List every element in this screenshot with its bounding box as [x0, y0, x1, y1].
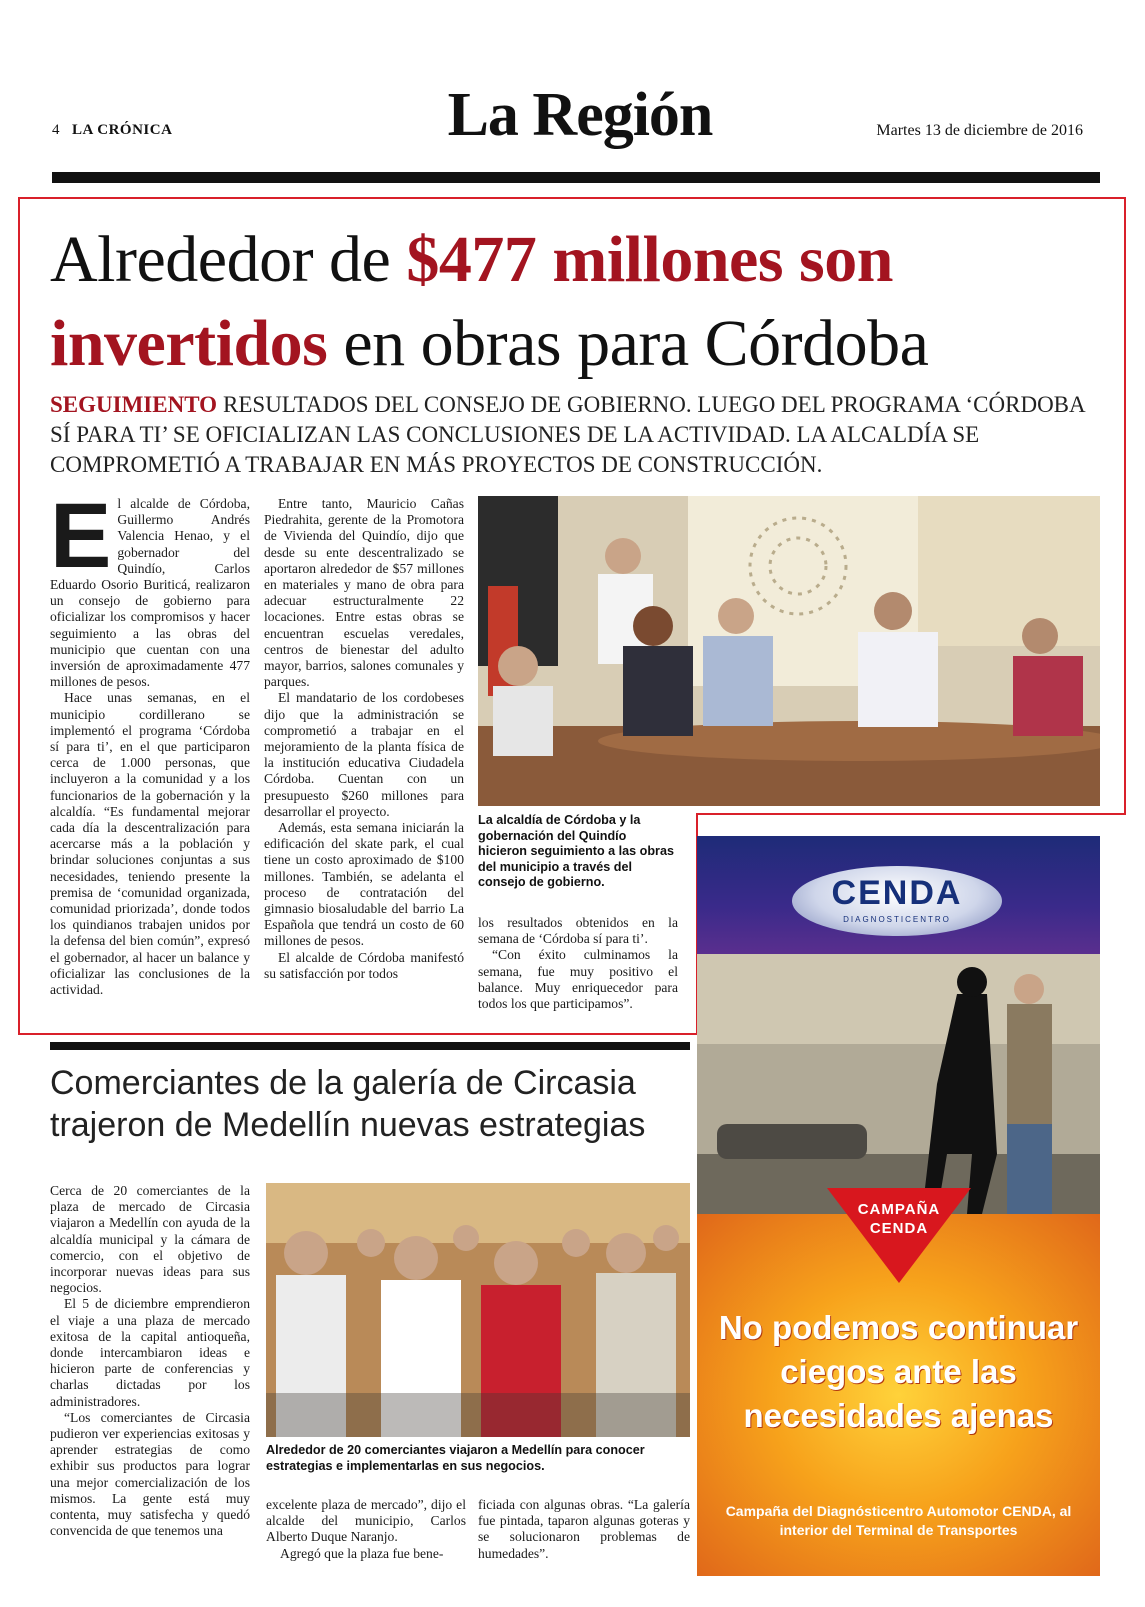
second-column-2: [266, 1497, 466, 1562]
lead-photo: [478, 496, 1100, 806]
second-paragraph: El 5 de diciembre emprendieron el viaje a una plaza de mercado exitosa de la capital antioqueña, donde intercambiaron ideas e hicieron parte de conferencias y charlas dictadas por los administradores.: [50, 1296, 250, 1409]
headline-highlight: $477 millones son: [406, 223, 893, 296]
lead-paragraph: Entre tanto, Mauricio Cañas Piedrahita, gerente de la Promotora de Vivienda del Quindío, dijo que desde su ente descentralizado se aportaron alrededor de $57 millones en materiales y mano de obra para adecuar estructuralmente 22 locaciones. Entre estas obras se encuentran escuelas veredales, centros de bienestar del adulto mayor, barrios, salones comunales y parques.: [264, 496, 464, 690]
ad-footer: Campaña del Diagnósticentro Automotor CENDA, al interior del Terminal de Transportes: [725, 1503, 1072, 1538]
kicker-text: RESULTADOS DEL CONSEJO DE GOBIERNO. LUEGO DEL PROGRAMA ‘CÓRDOBA SÍ PARA TI’ SE OFICIALIZAN LAS CONCLUSIONES DE LA ACTIVIDAD. LA ALCALDÍA SE COMPROMETIÓ A TRABAJAR EN MÁS PROYECTOS DE CONSTRUCCIÓN.: [50, 392, 1085, 477]
ad-photo: [697, 954, 1100, 1214]
drop-cap: E: [50, 485, 112, 587]
kicker-label: SEGUIMIENTO: [50, 392, 218, 417]
logo-subtext: DIAGNOSTICENTRO: [843, 915, 951, 924]
lead-paragraph-text: l alcalde de Córdoba, Guillermo Andrés Valencia Henao, y el gobernador del Quindío, Carlos Eduardo Osorio Buriticá, realizaron un consejo de gobierno para oficializar los compromisos y hacer seguimiento a las obras del municipio que cuentan con una inversión de aproximadamente 477 millones de pesos.: [50, 496, 250, 690]
lead-paragraph: los resultados obtenidos en la semana de ‘Córdoba sí para ti’.: [478, 915, 678, 947]
second-paragraph: Cerca de 20 comerciantes de la plaza de mercado de Circasia viajaron a Medellín con ayuda de la alcaldía municipal y la cámara de comercio, con el objetivo de incorporar nuevas ideas para sus negocios.: [50, 1183, 250, 1296]
second-paragraph: excelente plaza de mercado”, dijo el alcalde del municipio, Carlos Alberto Duque Naranjo.: [266, 1497, 466, 1545]
second-paragraph: ficiada con algunas obras. “La galería fue pintada, taparon algunas goteras y se solucionaron problemas de humedades”.: [478, 1497, 690, 1561]
highlight-frame-bottom: [18, 1033, 698, 1035]
headline-highlight: invertidos: [50, 307, 328, 380]
lead-headline: [50, 218, 1110, 386]
page-number: 4: [52, 122, 60, 138]
group-photo: [266, 1183, 690, 1437]
page-header-left: [52, 122, 172, 139]
second-headline: Comerciantes de la galería de Circasia trajeron de Medellín nuevas estrategias: [50, 1064, 646, 1144]
lead-kicker: [50, 390, 1110, 480]
section-divider: [50, 1042, 690, 1050]
lead-paragraph: Hace unas semanas, en el municipio cordillerano se implementó el programa ‘Córdoba sí para ti’, en el que participaron cerca de 1.000 personas, que incluyeron a la comunidad y a los funcionarios de la gobernación y la alcaldía. “Es fundamental mejorar cada día la descentralización para acercarse más a la población y brindar soluciones conjuntas a sus necesidades, teniendo presente la premisa de ‘comunidad organizada, comunidad priorizada’, donde todos los quindianos trabajen unidos por la defensa del bien común”, expresó el gobernador, al hacer un balance y oficializar las conclusiones de la actividad.: [50, 690, 250, 998]
lead-column-2: [264, 496, 464, 982]
second-column-3: [478, 1497, 690, 1562]
cenda-logo: [792, 866, 1002, 936]
second-photo-caption: Alrededor de 20 comerciantes viajaron a Medellín para conocer estrategias e implementarlas en sus negocios.: [266, 1443, 645, 1473]
lead-paragraph: El mandatario de los cordobeses dijo que la administración se comprometió a trabajar en el mejoramiento de la planta física de la institución educativa Ciudadela Córdoba. Cuentan con un presupuesto $260 millones para desarrollar el proyecto.: [264, 690, 464, 819]
ad-slogan: No podemos continuar ciegos ante las necesidades ajenas: [718, 1309, 1079, 1434]
street-scene-photo: [697, 954, 1100, 1214]
lead-column-1: [50, 485, 250, 998]
lead-paragraph: [50, 485, 250, 690]
second-paragraph: “Los comerciantes de Circasia pudieron ver experiencias exitosas y aprender estrategias de como exhibir sus productos para lograr una mejor comercialización de los mismos. La gente está muy contenta, muy satisfecha y quedó convencida de que tenemos una: [50, 1409, 250, 1539]
second-column-1: [50, 1183, 250, 1539]
campaign-label: CAMPAÑA CENDA: [857, 1201, 941, 1237]
lead-column-3: [478, 915, 678, 1012]
lead-paragraph: “Con éxito culminamos la semana, fue muy positivo el balance. Muy enriquecedor para todos los que participamos”.: [478, 947, 678, 1012]
ad-header: [697, 836, 1100, 954]
newspaper-name: LA CRÓNICA: [72, 122, 173, 138]
logo-text: CENDA: [831, 874, 963, 912]
lead-paragraph: Además, esta semana iniciarán la edificación del skate park, el cual tiene un costo aproximado de $100 millones. También, se adelanta el proceso de contratación del gimnasio biosaludable del barrio La Española que tendrá un costo de 60 millones de pesos.: [264, 820, 464, 949]
highlight-frame-left: [18, 795, 20, 1035]
meeting-photo: [478, 496, 1100, 806]
header-rule: [52, 172, 1100, 183]
cenda-advertisement: [697, 836, 1100, 1576]
highlight-frame-right: [1124, 795, 1126, 815]
headline-part: Alrededor de: [50, 223, 407, 296]
lead-paragraph: El alcalde de Córdoba manifestó su satisfacción por todos: [264, 949, 464, 981]
highlight-frame-inner-h: [696, 813, 1126, 815]
second-paragraph: Agregó que la plaza fue bene-: [280, 1545, 444, 1561]
second-photo: [266, 1183, 690, 1437]
section-title: La Región: [447, 81, 713, 149]
lead-photo-caption: La alcaldía de Córdoba y la gobernación del Quindío hicieron seguimiento a las obras del municipio a través del consejo de gobierno.: [478, 813, 674, 889]
issue-date: Martes 13 de diciembre de 2016: [876, 122, 1083, 139]
headline-part: en obras para Córdoba: [327, 307, 929, 380]
